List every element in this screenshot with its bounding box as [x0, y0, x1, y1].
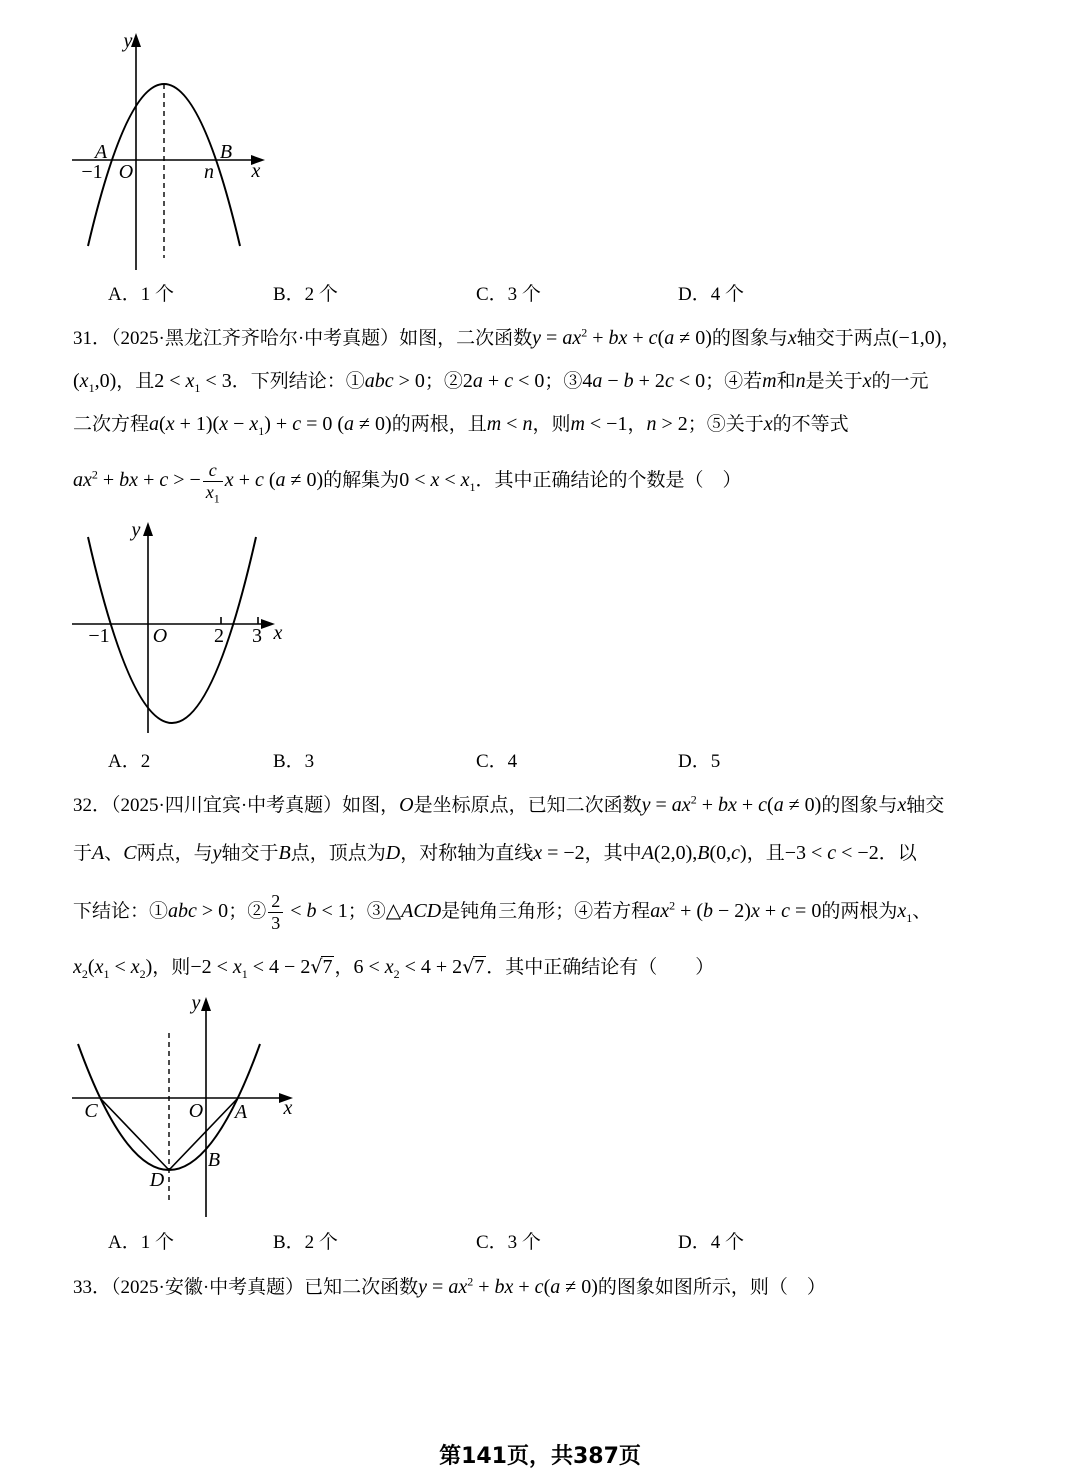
math-variable: ax — [671, 794, 691, 816]
math-variable: x — [384, 956, 394, 978]
label-n: n — [204, 161, 214, 183]
math-variable: x — [533, 842, 543, 864]
superscript: 2 — [581, 325, 588, 340]
text-run: ， — [334, 957, 354, 978]
math-symbol: ≠ 0) — [783, 794, 822, 816]
math-symbol: < 0 — [513, 370, 545, 392]
text-run: 轴交于两点 — [796, 328, 892, 349]
math-variable: ax — [73, 469, 92, 491]
text-run: 于 — [73, 843, 93, 864]
math-variable: x — [79, 370, 89, 392]
subscript: 1 — [213, 491, 220, 506]
q31-option-b: B．3 — [273, 751, 315, 772]
label-B: B — [207, 1149, 221, 1171]
text-run: ；② — [424, 371, 463, 392]
math-variable: x — [185, 370, 195, 392]
math-symbol: < 1 — [316, 900, 348, 922]
fraction-denominator — [268, 913, 283, 934]
math-symbol: ( — [543, 1276, 551, 1298]
label-y: y — [123, 30, 133, 52]
label-y: y — [191, 992, 201, 1014]
math-variable: a — [275, 469, 286, 491]
subscript: 1 — [241, 966, 248, 981]
math-variable: x — [205, 482, 214, 503]
text-run: 33．（2025·安徽·中考真题）已知二次函数 — [73, 1277, 419, 1298]
text-run: ，对称轴为直线 — [400, 843, 534, 864]
q31-option-d: D．5 — [678, 751, 721, 772]
label-y: y — [131, 519, 141, 541]
math-symbol: + — [759, 900, 782, 922]
math-variable: c — [208, 460, 217, 481]
math-variable: n — [795, 370, 806, 392]
q33-line-1 — [73, 1270, 826, 1304]
math-symbol: > 2 — [656, 413, 688, 435]
subscript: 1 — [906, 910, 913, 925]
math-symbol: ) + — [264, 413, 293, 435]
square-root — [310, 950, 334, 984]
math-symbol: − — [228, 413, 250, 435]
math-variable: bx — [494, 1276, 514, 1298]
segment-AD — [169, 1098, 238, 1170]
text-run: ， — [941, 328, 961, 349]
fraction-numerator — [268, 891, 283, 913]
math-variable: x — [73, 956, 82, 978]
math-symbol: + — [138, 469, 160, 491]
math-variable: c — [648, 327, 658, 349]
math-symbol: + 1)( — [174, 413, 220, 435]
figure-q32-parabola-triangle — [60, 990, 305, 1225]
math-variable: B — [278, 842, 291, 864]
math-symbol: 0 < — [399, 469, 431, 491]
q32-line-1 — [73, 788, 944, 822]
math-symbol: > 0 — [196, 900, 229, 922]
subscript: 1 — [88, 380, 95, 395]
subscript: 1 — [194, 380, 201, 395]
math-variable: a — [472, 370, 483, 392]
math-symbol: ≠ 0) — [560, 1276, 598, 1298]
figure-q31-parabola-up — [60, 510, 300, 740]
math-symbol: > 0 — [393, 370, 425, 392]
superscript: 2 — [467, 1274, 474, 1289]
text-run: ．其中正确结论的个数是（ ） — [475, 470, 742, 491]
math-variable: a — [592, 370, 603, 392]
math-symbol: △ — [385, 900, 402, 922]
math-variable: c — [504, 370, 514, 392]
q31-line-2 — [73, 364, 929, 398]
subscript: 1 — [258, 423, 265, 438]
text-run: 两点，与 — [136, 843, 213, 864]
math-symbol: > − — [168, 469, 201, 491]
math-symbol: < −2 — [836, 842, 879, 864]
q32-option-a: A．1 个 — [108, 1232, 174, 1253]
math-symbol: ( — [767, 794, 774, 816]
math-symbol: 2 < — [154, 370, 186, 392]
q31-option-c: C．4 — [476, 751, 518, 772]
math-symbol: = — [650, 794, 672, 816]
math-variable: C — [123, 842, 137, 864]
math-variable: y — [212, 842, 222, 864]
label-3: 3 — [252, 625, 262, 647]
subscript: 2 — [81, 966, 88, 981]
math-symbol: ) — [145, 956, 153, 978]
math-variable: x — [224, 469, 234, 491]
math-variable: B — [697, 842, 710, 864]
math-variable: c — [534, 1276, 544, 1298]
label-C: C — [84, 1100, 98, 1122]
q32-line-4 — [73, 950, 714, 984]
math-variable: x — [165, 413, 175, 435]
text-run: ，且 — [746, 843, 785, 864]
math-symbol: < 4 + 2 — [399, 956, 463, 978]
math-symbol: ,0) — [94, 370, 117, 392]
math-symbol: −2 < — [190, 956, 233, 978]
text-run: 、 — [912, 901, 932, 922]
superscript: 2 — [669, 898, 676, 913]
q30-option-a: A．1 个 — [108, 284, 174, 305]
text-run: ；③ — [544, 371, 583, 392]
fraction-denominator — [203, 482, 223, 506]
label-2: 2 — [214, 625, 224, 647]
label-x: x — [251, 160, 261, 182]
math-variable: n — [646, 413, 657, 435]
math-variable: x — [430, 469, 440, 491]
math-variable: x — [787, 327, 797, 349]
subscript: 2 — [393, 966, 400, 981]
math-symbol: ( — [657, 327, 665, 349]
math-symbol: ) — [740, 842, 747, 864]
math-variable: bx — [717, 794, 737, 816]
math-variable: x — [897, 900, 907, 922]
text-run: 和 — [776, 371, 796, 392]
math-variable: x — [862, 370, 872, 392]
text-run: 的图象如图所示，则（ ） — [597, 1277, 826, 1298]
text-run: ，则 — [152, 957, 191, 978]
math-variable: x — [460, 469, 470, 491]
math-variable: c — [292, 413, 302, 435]
label-A: A — [94, 141, 108, 163]
math-variable: n — [522, 413, 533, 435]
fraction — [268, 891, 283, 933]
math-variable: b — [623, 370, 634, 392]
label-origin: O — [188, 1100, 204, 1122]
label-origin: O — [152, 625, 168, 647]
math-symbol: − — [602, 370, 624, 392]
text-run: ，则 — [532, 414, 571, 435]
math-variable: c — [827, 842, 837, 864]
math-symbol: + — [482, 370, 505, 392]
math-variable: c — [159, 469, 169, 491]
label-x: x — [273, 622, 283, 644]
text-run: ．下列结论：① — [231, 371, 365, 392]
text-run: 是坐标原点，已知二次函数 — [413, 795, 642, 816]
page-footer: 第141页，共387页 — [439, 1444, 641, 1469]
text-run: 、 — [104, 843, 124, 864]
math-variable: x — [94, 956, 104, 978]
math-symbol: = 0 ( — [301, 413, 345, 435]
math-variable: a — [550, 1276, 561, 1298]
math-symbol: + ( — [675, 900, 704, 922]
text-run: 的两根为 — [821, 901, 898, 922]
math-symbol: + — [473, 1276, 495, 1298]
math-symbol: + — [736, 794, 759, 816]
math-variable: x — [219, 413, 229, 435]
parabola — [88, 537, 256, 723]
text-run: ，且 — [116, 371, 155, 392]
radical-sign: √ — [310, 956, 323, 978]
text-run: 的图象与 — [821, 795, 898, 816]
square-root — [462, 950, 486, 984]
math-variable: O — [399, 794, 414, 816]
q31-option-a: A．2 — [108, 751, 151, 772]
fraction — [203, 460, 223, 506]
math-variable: a — [149, 413, 160, 435]
q31-line-3 — [73, 407, 849, 441]
math-symbol: < 4 − 2 — [247, 956, 311, 978]
math-symbol: = — [427, 1276, 449, 1298]
math-variable: c — [731, 842, 741, 864]
text-run: 是关于 — [805, 371, 863, 392]
math-symbol: (2,0), — [653, 842, 698, 864]
text-run: ，其中 — [584, 843, 642, 864]
math-variable: x — [232, 956, 242, 978]
label-origin: O — [118, 161, 134, 183]
math-symbol: = −2 — [542, 842, 585, 864]
label-B: B — [219, 141, 233, 163]
math-symbol: + — [233, 469, 255, 491]
math-symbol: (−1,0) — [891, 327, 942, 349]
math-variable: x — [897, 794, 907, 816]
q30-option-c: C．3 个 — [476, 284, 541, 305]
math-symbol: + — [696, 794, 718, 816]
math-variable: b — [306, 900, 317, 922]
math-variable: abc — [364, 370, 394, 392]
subscript: 1 — [469, 479, 476, 494]
text-run: ；⑤关于 — [687, 414, 764, 435]
math-symbol: < 3 — [200, 370, 232, 392]
text-run: 是钝角三角形；④若方程 — [441, 901, 651, 922]
math-variable: A — [641, 842, 654, 864]
text-run: 二次方程 — [73, 414, 150, 435]
label-x: x — [283, 1097, 293, 1119]
math-variable: y — [532, 327, 542, 349]
math-symbol: ≠ 0) — [674, 327, 712, 349]
math-variable: bx — [608, 327, 628, 349]
superscript: 2 — [690, 792, 697, 807]
text-run: ；② — [228, 901, 267, 922]
math-symbol: < — [285, 900, 307, 922]
math-symbol: < — [501, 413, 523, 435]
math-variable: x — [130, 956, 140, 978]
math-variable: c — [254, 469, 264, 491]
math-symbol: = 0 — [790, 900, 822, 922]
math-variable: m — [486, 413, 502, 435]
text-run: 点，顶点为 — [290, 843, 386, 864]
math-variable: x — [763, 413, 773, 435]
q32-line-3 — [73, 883, 931, 939]
math-variable: a — [344, 413, 355, 435]
text-run: 32．（2025·四川宜宾·中考真题）如图， — [73, 795, 400, 816]
math-variable: m — [762, 370, 777, 392]
y-axis-arrow — [143, 522, 153, 536]
math-symbol: ( — [263, 469, 276, 491]
text-run: 的解集为 — [323, 470, 400, 491]
subscript: 1 — [103, 966, 110, 981]
math-variable: ax — [650, 900, 670, 922]
q30-option-b: B．2 个 — [273, 284, 338, 305]
label-A: A — [234, 1101, 248, 1123]
math-symbol: 2 — [271, 891, 281, 912]
q30-option-d: D．4 个 — [678, 284, 744, 305]
math-symbol: 2 — [462, 370, 473, 392]
math-symbol: + 2 — [633, 370, 665, 392]
text-run: 的不等式 — [772, 414, 849, 435]
text-run: ；③ — [347, 901, 386, 922]
math-variable: y — [418, 1276, 428, 1298]
label-minus-1: −1 — [81, 161, 103, 183]
math-symbol: ( — [87, 956, 95, 978]
math-variable: b — [703, 900, 714, 922]
math-symbol: ( — [159, 413, 166, 435]
radical-sign: √ — [462, 956, 475, 978]
math-variable: ax — [562, 327, 582, 349]
math-variable: a — [773, 794, 784, 816]
segment-CD — [100, 1098, 169, 1170]
q32-line-2 — [73, 836, 917, 870]
math-symbol: ( — [73, 370, 80, 392]
math-variable: ACD — [401, 900, 442, 922]
y-axis-arrow — [131, 33, 141, 47]
label-minus-1: −1 — [88, 625, 110, 647]
math-symbol: (0, — [709, 842, 732, 864]
q32-option-d: D．4 个 — [678, 1232, 744, 1253]
math-variable: abc — [168, 900, 197, 922]
math-symbol: < — [439, 469, 461, 491]
math-variable: x — [249, 413, 259, 435]
q31-line-1 — [73, 321, 960, 355]
text-run: 的两根，且 — [391, 414, 487, 435]
fraction-numerator — [203, 460, 223, 482]
math-variable: c — [781, 900, 791, 922]
text-run: 轴交于 — [221, 843, 279, 864]
y-axis-arrow — [201, 997, 211, 1011]
radicand: 7 — [322, 956, 333, 978]
math-variable: y — [641, 794, 651, 816]
math-variable: x — [750, 900, 760, 922]
q32-option-c: C．3 个 — [476, 1232, 541, 1253]
label-D: D — [149, 1169, 165, 1191]
text-run: ．以 — [878, 843, 917, 864]
math-variable: c — [664, 370, 674, 392]
math-symbol: + — [513, 1276, 535, 1298]
math-symbol: < — [109, 956, 131, 978]
math-variable: D — [385, 842, 401, 864]
text-run: ；④若 — [705, 371, 763, 392]
math-variable: bx — [119, 469, 139, 491]
text-run: 轴交 — [906, 795, 945, 816]
q32-option-b: B．2 个 — [273, 1232, 338, 1253]
math-variable: a — [664, 327, 675, 349]
superscript: 2 — [91, 467, 98, 482]
math-variable: A — [92, 842, 105, 864]
text-run: 的图象与 — [711, 328, 788, 349]
subscript: 2 — [139, 966, 146, 981]
math-variable: ax — [448, 1276, 468, 1298]
math-symbol: 4 — [582, 370, 593, 392]
math-symbol: + — [97, 469, 120, 491]
math-symbol: 3 — [271, 913, 281, 934]
math-variable: m — [570, 413, 585, 435]
math-symbol: −3 < — [784, 842, 828, 864]
math-symbol: ≠ 0) — [354, 413, 392, 435]
math-symbol: = — [541, 327, 563, 349]
q31-line-4 — [73, 452, 742, 508]
text-run: ， — [627, 414, 647, 435]
math-symbol: 6 < — [353, 956, 385, 978]
math-symbol: ≠ 0) — [285, 469, 324, 491]
math-symbol: < −1 — [584, 413, 628, 435]
radicand: 7 — [474, 956, 485, 978]
math-variable: c — [758, 794, 768, 816]
math-symbol: − 2) — [713, 900, 751, 922]
math-symbol: < 0 — [673, 370, 706, 392]
text-run: ．其中正确结论有（ ） — [486, 957, 715, 978]
math-symbol: + — [627, 327, 649, 349]
math-symbol: + — [587, 327, 609, 349]
text-run: 31．（2025·黑龙江齐齐哈尔·中考真题）如图，二次函数 — [73, 328, 533, 349]
text-run: 下结论：① — [73, 901, 169, 922]
text-run: 的一元 — [871, 371, 929, 392]
figure-q30-parabola-down — [60, 25, 280, 285]
